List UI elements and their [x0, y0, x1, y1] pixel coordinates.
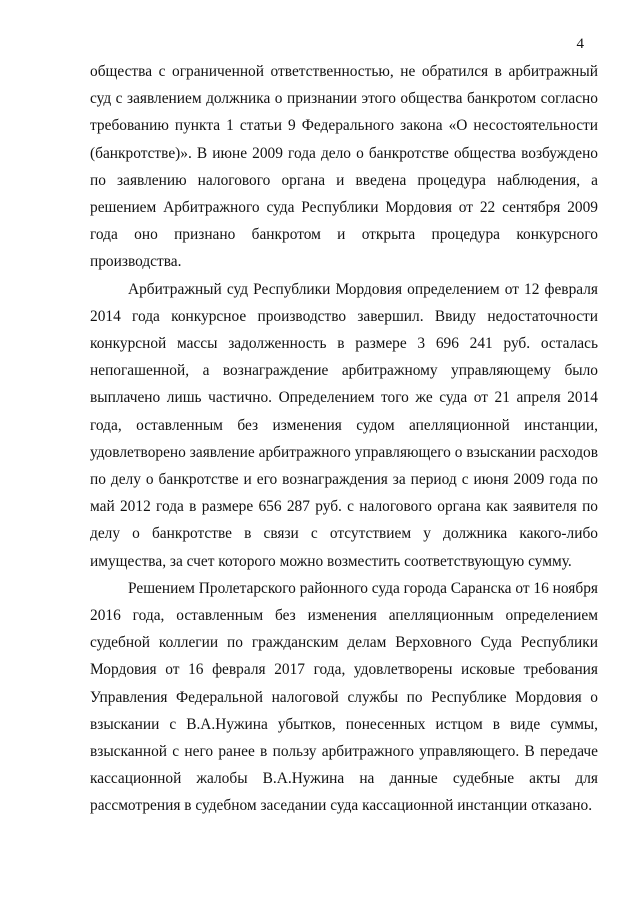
- body-text: [90, 58, 598, 820]
- paragraph-district-court-decision: Решением Пролетарского районного суда города Саранска от 16 ноября 2016 года, оставленным без изменения апелляционным определением судебной коллегии по гражданским делам Верховного Суда Республики Мордовия от 16 февраля 2017 года, удовлетворены исковые требования Управления Федеральной налоговой службы по Республике Мордовия о взыскании с В.А.Нужина убытков, понесенных истцом в виде суммы, взысканной с него ранее в пользу арбитражного управляющего. В передаче кассационной жалобы В.А.Нужина на данные судебные акты для рассмотрения в судебном заседании суда кассационной инстанции отказано.: [90, 579, 598, 815]
- page-number: 4: [576, 36, 584, 52]
- paragraph-bankruptcy-completion: Арбитражный суд Республики Мордовия определением от 12 февраля 2014 года конкурсное производство завершил. Ввиду недостаточности конкурсной массы задолженность в размере 3 696 241 руб. осталась непогашенной, а вознаграждение арбитражному управляющему было выплачено лишь частично. Определением того же суда от 21 апреля 2014 года, оставленным без изменения судом апелляционной инстанции, удовлетворено заявление арбитражного управляющего о взыскании расходов по делу о банкротстве и его вознаграждения за период с июня 2009 года по май 2012 года в размере 656 287 руб. с налогового органа как заявителя по делу о банкротстве в связи с отсутствием у должника какого-либо имущества, за счет которого можно возместить соответствующую сумму.: [90, 280, 598, 570]
- paragraph-continuation: общества с ограниченной ответственностью, не обратился в арбитражный суд с заявлением должника о признании этого общества банкротом согласно требованию пункта 1 статьи 9 Федерального закона «О несостоятельности (банкротстве)». В июне 2009 года дело о банкротстве общества возбуждено по заявлению налогового органа и введена процедура наблюдения, а решением Арбитражного суда Республики Мордовия от 22 сентября 2009 года оно признано банкротом и открыта процедура конкурсного производства.: [90, 63, 598, 271]
